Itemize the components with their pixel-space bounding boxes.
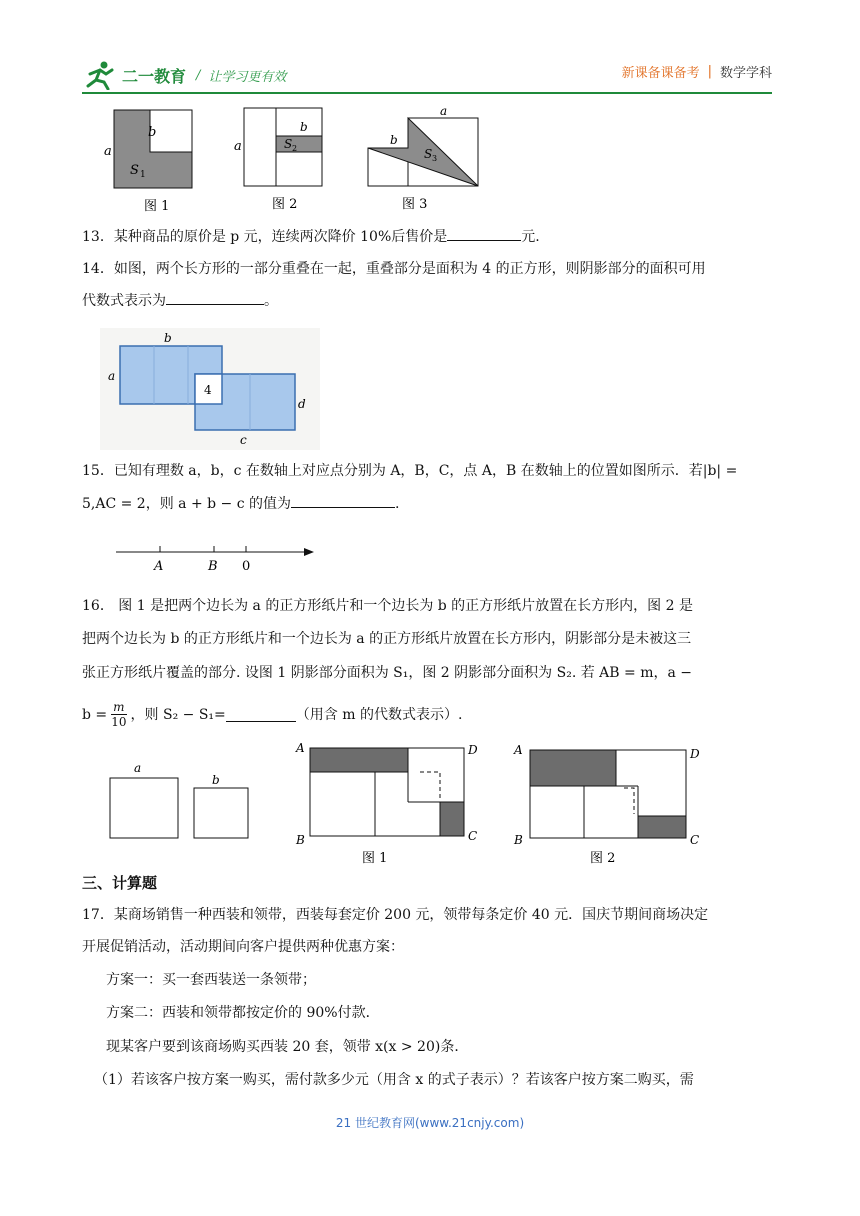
q16-f1-label-C: C [468,829,478,843]
figure-1 [104,110,192,214]
q16-f2-label-D: D [690,747,700,761]
question-17-part1: （1）若该客户按方案一购买，需付款多少元（用含 x 的式子表示）？若该客户按方案二购买，需 [94,1072,694,1088]
figures-s1-s2-s3 [100,100,500,218]
q14-label-4: 4 [204,383,212,397]
question-16-line1: 16． 图 1 是把两个边长为 a 的正方形纸片和一个边长为 b 的正方形纸片放置在长方形内，图 2 是 [82,598,693,614]
page-footer: 21 世纪教育网(www.21cnjy.com) [335,1116,525,1130]
q16-f2-caption: 图 2 [590,851,616,866]
q16-figures [100,738,720,868]
header-brand [82,58,286,92]
runner-logo-icon [82,60,118,90]
fig3-caption: 图 3 [402,197,428,212]
question-15-line1: 15．已知有理数 a，b，c 在数轴上对应点分别为 A，B，C，点 A，B 在数轴上的位置如图所示．若|b| = [82,463,738,479]
fig1-label-b: b [148,125,157,140]
q14-text: 代数式表示为 [82,293,166,309]
question-17-plan2: 方案二：西装和领带都按定价的 90%付款． [106,1005,380,1021]
header-subject [622,62,772,81]
q14-label-a: a [108,369,116,383]
q14-answer-blank [166,290,264,305]
fig3-label-s3-sub: 3 [432,154,438,163]
q15-text: 5,AC = 2，则 a + b − c 的值为 [82,496,292,512]
q16-fraction [111,700,126,729]
q16-figure-1 [295,741,478,866]
fig2-label-s2: S [284,137,293,151]
q14-label-b: b [164,331,172,345]
axis-label-B: B [208,559,218,574]
question-13 [82,226,540,248]
header-course: 新课备课备考 [621,66,700,81]
q16-f1-label-D: D [468,743,478,757]
fig2-label-b: b [300,120,308,134]
fig1-label-s1: S [130,163,139,178]
question-17-line5: 现某客户要到该商场购买西装 20 套，领带 x(x > 20)条． [106,1039,469,1055]
question-17-plan1: 方案一：买一套西装送一条领带； [106,972,316,988]
fig3-label-b: b [390,133,398,147]
axis-label-0: 0 [242,559,251,574]
q16-f2-label-C: C [690,833,700,847]
header-slogan: 让学习更有效 [208,69,287,85]
question-17-line2: 开展促销活动，活动期间向客户提供两种优惠方案： [82,939,404,955]
q16-f1-label-A: A [296,741,305,755]
q15-number-line [110,540,320,574]
header-rule [82,92,772,94]
q16-tail: （用含 m 的代数式表示）. [295,706,463,723]
q14-tail: 。 [264,293,278,309]
q16-answer-blank [226,707,296,722]
fig1-caption: 图 1 [144,199,170,214]
q14-label-c: c [240,433,247,447]
q16-b-eq: b = [82,706,108,723]
question-17-line1: 17．某商场销售一种西装和领带，西装每套定价 200 元，领带每条定价 40 元．国庆节期间商场决定 [82,907,709,923]
q14-figure [100,328,320,450]
header-separator: | [707,64,712,79]
fig2-label-s2-sub: 2 [292,144,298,153]
question-15-line2 [82,493,399,515]
q16-label-b: b [212,773,220,787]
question-16-line4 [82,700,462,729]
fig3-label-a: a [440,104,448,118]
question-14-line1: 14．如图，两个长方形的一部分重叠在一起，重叠部分是面积为 4 的正方形，则阴影部分的面积可用 [82,261,706,277]
q13-text: 13．某种商品的原价是 p 元，连续两次降价 10%后售价是 [82,229,448,245]
fig2-caption: 图 2 [272,197,298,212]
question-16-line3: 张正方形纸片覆盖的部分. 设图 1 阴影部分面积为 S₁，图 2 阴影部分面积为 S₂. 若 AB = m，a − [82,665,693,681]
header-subject-name: 数学学科 [719,66,772,81]
q16-f2-label-B: B [514,833,523,847]
q16-mid: ，则 S₂ − S₁= [130,706,226,723]
fig3-label-s3: S [424,147,433,161]
logo-text: 二一教育 [122,66,187,86]
q16-f1-caption: 图 1 [362,851,388,866]
section-3-title: 三、计算题 [82,874,158,892]
q15-answer-blank [291,493,395,508]
header-divider: / [196,67,201,83]
figure-2 [234,108,322,212]
q16-frac-num: m [113,700,125,714]
fig2-label-a: a [234,139,242,154]
figure-3 [368,104,478,212]
fig1-label-a: a [104,144,112,159]
axis-label-A: A [154,559,164,574]
q16-f1-label-B: B [296,833,305,847]
q14-label-d: d [298,397,306,411]
q13-tail: 元. [521,229,540,245]
question-16-line2: 把两个边长为 b 的正方形纸片和一个边长为 a 的正方形纸片放置在长方形内，阴影部分是未被这三 [82,631,692,647]
question-14-line2 [82,290,278,312]
q16-frac-den: 10 [111,715,127,729]
q16-figure-2 [513,743,700,866]
q16-label-a: a [134,761,142,775]
q15-tail: . [395,496,400,512]
fig1-label-s1-sub: 1 [140,170,146,180]
q13-answer-blank [447,226,521,241]
q16-f2-label-A: A [514,743,523,757]
